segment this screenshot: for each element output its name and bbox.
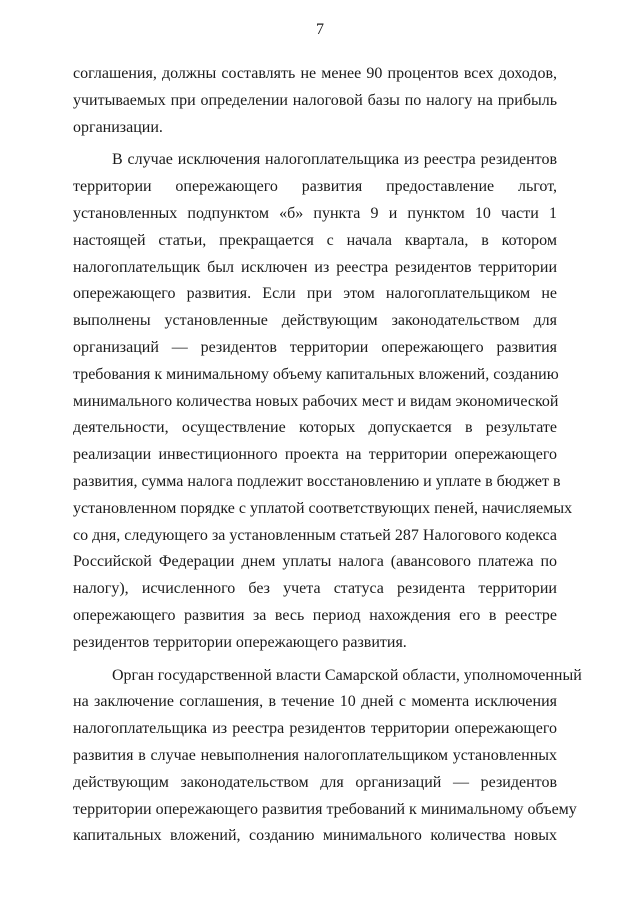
page-number: 7 [316, 21, 324, 38]
text-line: на заключение соглашения, в течение 10 дней с момента исключения [73, 693, 557, 711]
text-line: капитальных вложений, созданию минимального количества новых [73, 827, 557, 845]
text-line: установленном порядке с уплатой соответствующих пеней, начисляемых [73, 499, 573, 517]
text-line: развития, сумма налога подлежит восстановлению и уплате в бюджет в [73, 472, 561, 490]
text-line: со дня, следующего за установленным статьей 287 Налогового кодекса [73, 526, 557, 544]
paragraph [73, 147, 573, 656]
text-line: Орган государственной власти Самарской области, уполномоченный [112, 666, 582, 684]
text-line: настоящей статьи, прекращается с начала квартала, в котором [73, 231, 557, 249]
text-line: соглашения, должны составлять не менее 90 процентов всех доходов, [73, 65, 557, 82]
text-line: территории опережающего развития предоставление льгот, [73, 178, 557, 196]
text-line: налогу), исчисленного без учета статуса резидента территории [73, 580, 557, 598]
text-line: организации. [73, 118, 163, 136]
text-line: налогоплательщик был исключен из реестра резидентов территории [73, 258, 557, 276]
text-line: учитываемых при определении налоговой базы по налогу на прибыль [73, 91, 557, 109]
text-line: установленных подпунктом «б» пункта 9 и пунктом 10 части 1 [73, 204, 557, 222]
text-line: В случае исключения налогоплательщика из реестра резидентов [112, 151, 557, 169]
text-line: территории опережающего развития требований к минимальному объему [73, 800, 577, 818]
paragraph [73, 663, 582, 851]
text-line: минимального количества новых рабочих мест и видам экономической [73, 392, 559, 410]
text-line: налогоплательщика из реестра резидентов территории опережающего [73, 720, 557, 738]
text-line: реализации инвестиционного проекта на территории опережающего [73, 446, 557, 464]
text-line: организаций — резидентов территории опережающего развития [73, 338, 557, 356]
text-line: действующим законодательством для организаций — резидентов [73, 773, 557, 791]
text-line: резидентов территории опережающего развития. [73, 633, 407, 651]
paragraph [73, 61, 557, 141]
text-line: опережающего развития. Если при этом налогоплательщиком не [73, 285, 557, 303]
document-body [73, 61, 582, 850]
text-line: выполнены установленные действующим законодательством для [73, 312, 557, 330]
text-line: деятельности, осуществление которых допускается в результате [73, 419, 557, 437]
text-line: Российской Федерации днем уплаты налога (авансового платежа по [73, 553, 557, 571]
text-line: опережающего развития за весь период нахождения его в реестре [73, 606, 557, 624]
text-line: требования к минимальному объему капитальных вложений, созданию [73, 365, 559, 383]
text-line: развития в случае невыполнения налогоплательщиком установленных [73, 746, 557, 764]
